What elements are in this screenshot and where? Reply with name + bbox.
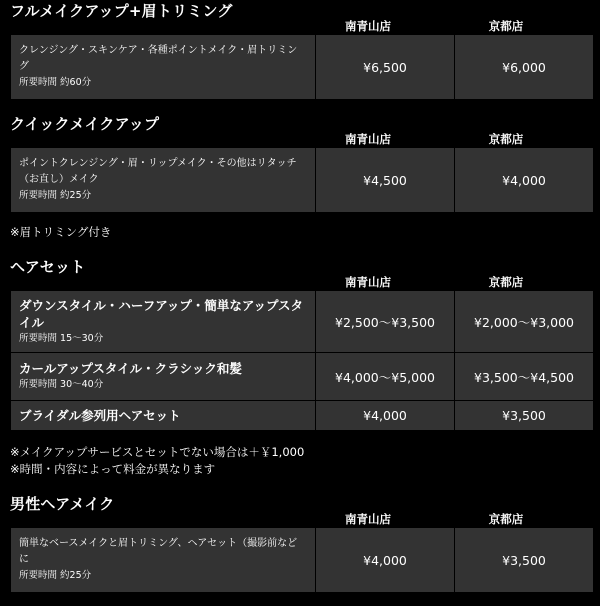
price-table-full-makeup xyxy=(10,34,594,100)
service-description-cell xyxy=(11,35,316,100)
column-header-kyoto: 京都店 xyxy=(488,19,524,33)
section-title-hair-set: ヘアセット xyxy=(10,258,86,276)
price-kyoto: ¥3,500 xyxy=(455,401,594,431)
duration-text: 所要時間 15～30分 xyxy=(19,332,104,344)
duration-text: 所要時間 約25分 xyxy=(19,570,92,581)
column-header-kyoto: 京都店 xyxy=(488,512,524,526)
service-description-cell xyxy=(11,291,316,353)
column-header-minamiaoyama: 南青山店 xyxy=(345,19,391,33)
service-description: ポイントクレンジング・眉・リップメイク・その他はリタッチ（お直し）メイク xyxy=(19,158,297,185)
note-price-varies: ※時間・内容によって料金が異なります xyxy=(10,462,216,476)
note-eyebrow-trimming: ※眉トリミング付き xyxy=(10,225,112,239)
table-row xyxy=(11,35,594,100)
service-description: カールアップスタイル・クラシック和髪 xyxy=(19,361,242,376)
column-header-minamiaoyama: 南青山店 xyxy=(345,512,391,526)
service-description: ダウンスタイル・ハーフアップ・簡単なアップスタイル xyxy=(19,297,304,330)
service-description: 簡単なベースメイクと眉トリミング、ヘアセット（撮影前などに xyxy=(19,538,298,565)
price-minamiaoyama: ¥4,000 xyxy=(316,401,455,431)
price-table-mens-hair-makeup xyxy=(10,527,594,593)
price-kyoto: ¥2,000～¥3,000 xyxy=(455,291,594,353)
section-title-mens-hair-makeup: 男性ヘアメイク xyxy=(10,495,115,513)
price-kyoto: ¥6,000 xyxy=(455,35,594,100)
column-header-minamiaoyama: 南青山店 xyxy=(345,132,391,146)
service-description: クレンジング・スキンケア・各種ポイントメイク・眉トリミング xyxy=(19,45,298,72)
price-kyoto: ¥3,500 xyxy=(455,528,594,593)
price-minamiaoyama: ¥4,500 xyxy=(316,148,455,213)
duration-text: 所要時間 約60分 xyxy=(19,77,92,88)
service-description: ブライダル参列用ヘアセット xyxy=(19,408,181,423)
column-header-kyoto: 京都店 xyxy=(488,275,524,289)
service-description-cell xyxy=(11,148,316,213)
table-row xyxy=(11,148,594,213)
service-description-cell xyxy=(11,353,316,401)
price-kyoto: ¥3,500～¥4,500 xyxy=(455,353,594,401)
table-row xyxy=(11,353,594,401)
table-row xyxy=(11,528,594,593)
service-description-cell xyxy=(11,528,316,593)
table-row xyxy=(11,401,594,431)
section-title-quick-makeup: クイックメイクアップ xyxy=(10,115,160,133)
price-table-hair-set xyxy=(10,290,594,431)
price-kyoto: ¥4,000 xyxy=(455,148,594,213)
price-minamiaoyama: ¥6,500 xyxy=(316,35,455,100)
note-surcharge: ※メイクアップサービスとセットでない場合は＋￥1,000 xyxy=(10,445,305,459)
service-description-cell xyxy=(11,401,316,431)
price-table-quick-makeup xyxy=(10,147,594,213)
duration-text: 所要時間 30～40分 xyxy=(19,379,104,390)
duration-text: 所要時間 約25分 xyxy=(19,190,92,201)
price-minamiaoyama: ¥4,000～¥5,000 xyxy=(316,353,455,401)
column-header-kyoto: 京都店 xyxy=(488,132,524,146)
price-minamiaoyama: ¥4,000 xyxy=(316,528,455,593)
table-row xyxy=(11,291,594,353)
section-title-full-makeup: フルメイクアップ+眉トリミング xyxy=(10,2,233,20)
column-header-minamiaoyama: 南青山店 xyxy=(345,275,391,289)
price-minamiaoyama: ¥2,500～¥3,500 xyxy=(316,291,455,353)
